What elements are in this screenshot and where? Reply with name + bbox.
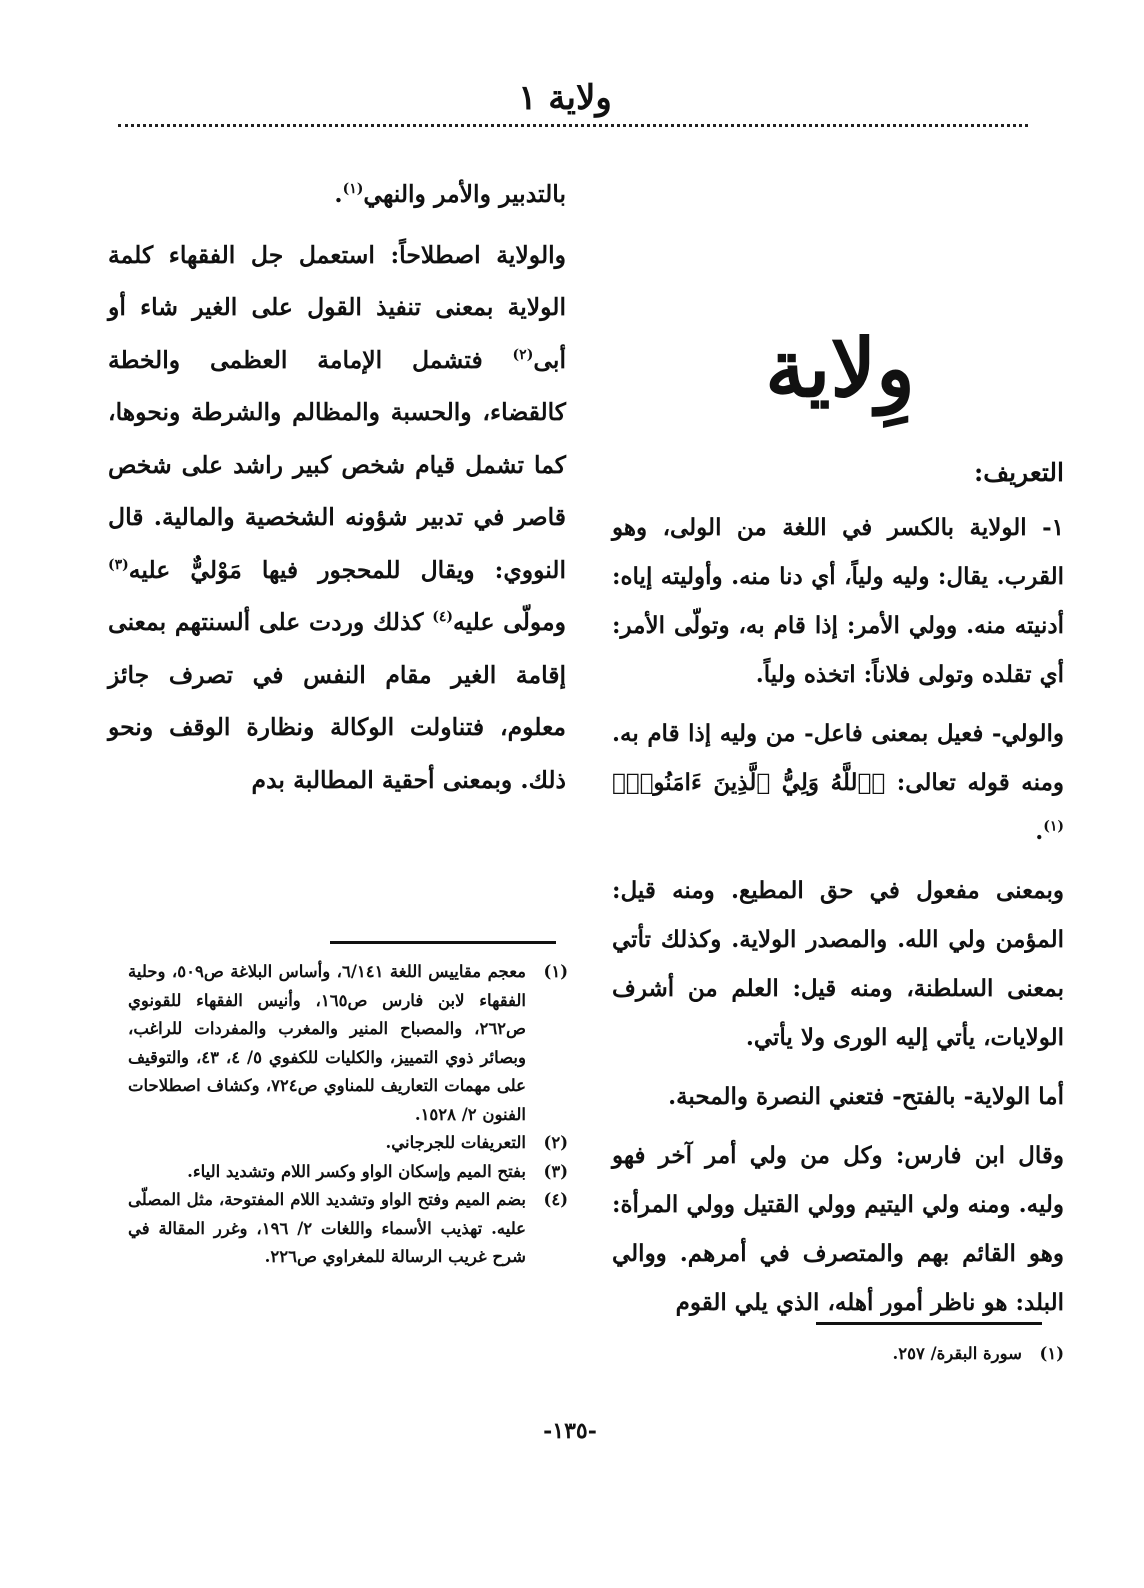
right-column — [612, 448, 1064, 1337]
paragraph-text: والولي- فعيل بمعنى فاعل- من وليه إذا قام به. ومنه قوله تعالى: — [612, 720, 1064, 796]
footnotes-right — [620, 1340, 1064, 1369]
footnote — [620, 1340, 1064, 1369]
footnote — [128, 1129, 568, 1158]
footnote — [128, 1158, 568, 1187]
paragraph-text: ومولّى عليه — [452, 608, 566, 636]
footnote-number: (١) — [543, 962, 568, 981]
paragraph — [108, 229, 566, 807]
paragraph-text: . — [1035, 818, 1044, 845]
footnote-ref: (١) — [1043, 818, 1064, 835]
footnotes-left — [128, 958, 568, 1272]
paragraph — [612, 709, 1064, 856]
left-column — [108, 168, 566, 814]
section-heading: التعريف: — [973, 458, 1064, 487]
footnote-number: (٢) — [543, 1133, 568, 1152]
footnote-number: (١) — [1039, 1344, 1064, 1363]
quran-verse: ﴿ٱللَّهُ وَلِيُّ ٱلَّذِينَ ءَامَنُوا۟﴾ — [612, 769, 886, 796]
paragraph: أما الولاية- بالفتح- فتعني النصرة والمحبة. — [668, 1083, 1064, 1110]
running-header: ولاية ١ — [518, 78, 612, 118]
footnote-ref: (٤) — [432, 609, 453, 626]
paragraph: وبمعنى مفعول في حق المطيع. ومنه قيل: المؤمن ولي الله. والمصدر الولاية. وكذلك تأتي بمعنى السلطنة، ومنه قيل: العلم من أشرف الولايات، يأتي إليه الورى ولا يأتي. — [612, 877, 1064, 1051]
header-dotted-rule — [118, 124, 1028, 127]
footnote-text: بفتح الميم وإسكان الواو وكسر اللام وتشديد الياء. — [187, 1161, 526, 1181]
footnote-number: (٤) — [543, 1190, 568, 1209]
paragraph-text: . — [334, 180, 343, 208]
footnote — [128, 1186, 568, 1272]
footnote-rule — [330, 941, 556, 944]
page-number: -١٣٥- — [543, 1418, 597, 1444]
footnote-number: (٣) — [543, 1161, 568, 1181]
paragraph-text: والولاية اصطلاحاً: استعمل جل الفقهاء كلمة الولاية بمعنى تنفيذ القول على الغير شاء أو أبى — [108, 240, 566, 374]
footnote-text: التعريفات للجرجاني. — [385, 1133, 526, 1152]
footnote — [128, 958, 568, 1129]
footnote-rule — [816, 1322, 1042, 1325]
footnote-text: سورة البقرة/ ٢٥٧. — [892, 1344, 1022, 1363]
footnote-ref: (٣) — [108, 556, 129, 573]
paragraph — [108, 168, 566, 221]
footnote-ref: (١) — [342, 181, 364, 198]
entry-title: وِلاية — [765, 321, 915, 415]
footnote-text: معجم مقاييس اللغة ٦/١٤١، وأساس البلاغة ص٥٠٩، وحلية الفقهاء لابن فارس ص١٦٥، وأنيس الفقهاء للقونوي ص٢٦٢، والمصباح المنير والمغرب والمفردات للراغب، وبصائر ذوي التمييز، والكليات للكفوي ٥/ ٤، ٤٣، والتوقيف على مهمات التعاريف للمناوي ص٧٢٤، وكشاف اصطلاحات الفنون ٢/ ١٥٢٨. — [128, 962, 526, 1124]
paragraph: ١- الولاية بالكسر في اللغة من الولى، وهو القرب. يقال: وليه ولياً، أي دنا منه. وأوليته إياه: أدنيته منه. وولي الأمر: إذا قام به، وتولّى الأمر: أي تقلده وتولى فلاناً: اتخذه ولياً. — [612, 514, 1064, 688]
paragraph: وقال ابن فارس: وكل من ولي أمر آخر فهو وليه. ومنه ولي اليتيم وولي القتيل وولي المرأة: وهو القائم بهم والمتصرف في أمرهم. ووالي البلد: هو ناظر أمور أهله، الذي يلي القوم — [612, 1142, 1064, 1316]
paragraph-text: بالتدبير والأمر والنهي — [363, 180, 566, 208]
footnote-text: بضم الميم وفتح الواو وتشديد اللام المفتوحة، مثل المصلّى عليه. تهذيب الأسماء واللغات ٢/ ١٩٦، وغرر المقالة في شرح غريب الرسالة للمغراوي ص٢٢٦. — [128, 1190, 527, 1266]
paragraph-text: كذلك وردت على ألسنتهم بمعنى إقامة الغير مقام النفس في تصرف جائز معلوم، فتناولت الوكالة ونظارة الوقف ونحو ذلك. وبمعنى أحقية المطالبة بدم — [108, 608, 566, 794]
paragraph-text: فتشمل الإمامة العظمى والخطة كالقضاء، والحسبة والمظالم والشرطة ونحوها، كما تشمل قيام شخص كبير راشد على شخص قاصر في تدبير شؤونه الشخصية والمالية. قال النووي: ويقال للمحجور فيها مَوْليٌّ عليه — [108, 345, 566, 584]
footnote-ref: (٢) — [512, 346, 534, 363]
